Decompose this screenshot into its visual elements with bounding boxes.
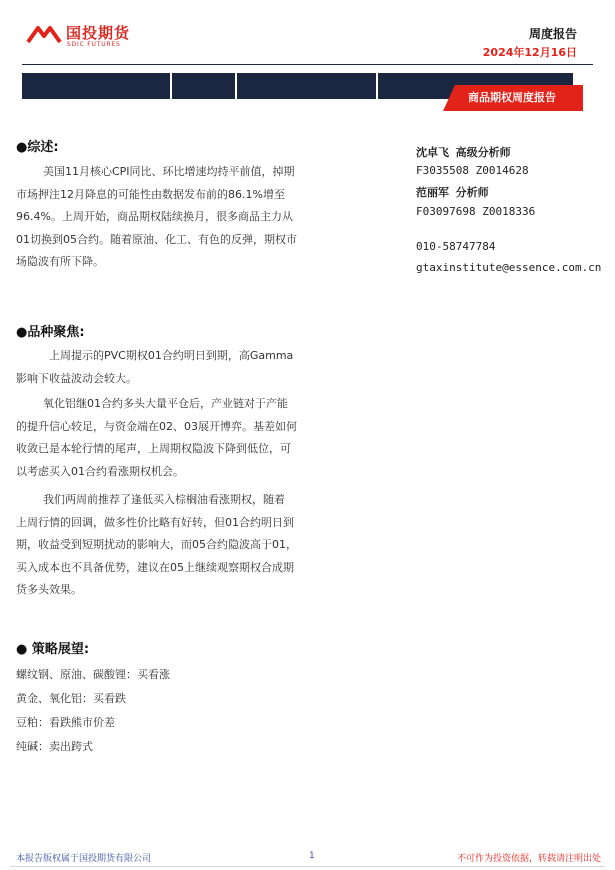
text-line: 96.4%。上周开始，商品期权陆续换月，很多商品主力从 (16, 210, 293, 223)
strategy-heading: ● 策略展望: (16, 642, 90, 657)
logo-mark-icon (26, 24, 62, 44)
header-divider (22, 64, 593, 65)
strategy-item: 黄金、氧化铝：买看跌 (16, 692, 126, 705)
strategy-item: 螺纹钢、原油、碳酸锂：买看涨 (16, 668, 170, 681)
focus-paragraph (16, 489, 318, 602)
text-line: 买入成本也不具备优势，建议在05上继续观察期权合成期 (16, 560, 294, 574)
analyst-license: F03097698 Z0018336 (416, 205, 536, 218)
footer-disclaimer: 不可作为投资依据，转载请注明出处 (456, 854, 601, 864)
footer-divider (10, 866, 605, 867)
summary-paragraph (16, 161, 318, 274)
contact-email[interactable]: gtaxinstitute@essence.com.cn (416, 261, 602, 274)
text-line: 以考虑买入01合约看涨期权机会。 (16, 464, 184, 478)
footer-copyright: 本报告版权属于国投期货有限公司 (16, 854, 152, 864)
summary-heading: ●综述: (16, 140, 59, 155)
analyst-name: 沈卓飞 高级分析师 (416, 146, 511, 159)
logo-subtext: SDIC FUTURES (67, 41, 121, 48)
contact-phone: 010-58747784 (416, 240, 496, 253)
focus-paragraph (16, 393, 318, 483)
text-line: 场隐波有所下降。 (16, 255, 104, 268)
text-line: 我们两周前推荐了逢低买入棕榈油看涨期权，随着 (43, 493, 285, 506)
text-line: 上周提示的PVC期权01合约明日到期，高Gamma (49, 349, 294, 362)
banner-separator (170, 73, 172, 99)
analyst-name: 范丽军 分析师 (416, 186, 489, 199)
text-line: 收敛已是本轮行情的尾声，上周期权隐波下降到低位，可 (16, 442, 291, 455)
focus-paragraph (16, 345, 318, 390)
text-line: 美国11月核心CPI同比、环比增速均持平前值，掉期 (43, 165, 295, 178)
page-number: 1 (309, 851, 315, 861)
text-line: 货多头效果。 (16, 583, 82, 596)
report-title: 商品期权周度报告 (468, 91, 556, 104)
company-logo (26, 22, 151, 48)
text-line: 的提升信心较足，与资金端在02、03展开博弈。基差如何 (16, 419, 297, 433)
report-type: 周度报告 (528, 27, 577, 41)
text-line: 期，收益受到短期扰动的影响大，而05合约隐波高于01， (16, 538, 297, 551)
banner-separator (235, 73, 237, 99)
text-line: 氧化铝继01合约多头大量平仓后，产业链对于产能 (43, 397, 288, 410)
text-line: 市场押注12月降息的可能性由数据发布前的86.1%增至 (16, 187, 285, 201)
report-date: 2024年12月16日 (482, 46, 577, 59)
analyst-license: F3035508 Z0014628 (416, 164, 529, 177)
text-line: 01切换到05合约。随着原油、化工、有色的反弹，期权市 (16, 232, 297, 246)
strategy-item: 纯碱：卖出跨式 (16, 740, 93, 753)
logo-text: 国投期货 (66, 24, 131, 42)
banner-separator (376, 73, 378, 99)
text-line: 影响下收益波动会较大。 (16, 371, 137, 385)
text-line: 上周行情的回调，做多性价比略有好转，但01合约明日到 (16, 515, 294, 529)
strategy-item: 豆粕：看跌熊市价差 (16, 716, 115, 729)
focus-heading: ●品种聚焦: (16, 325, 85, 340)
